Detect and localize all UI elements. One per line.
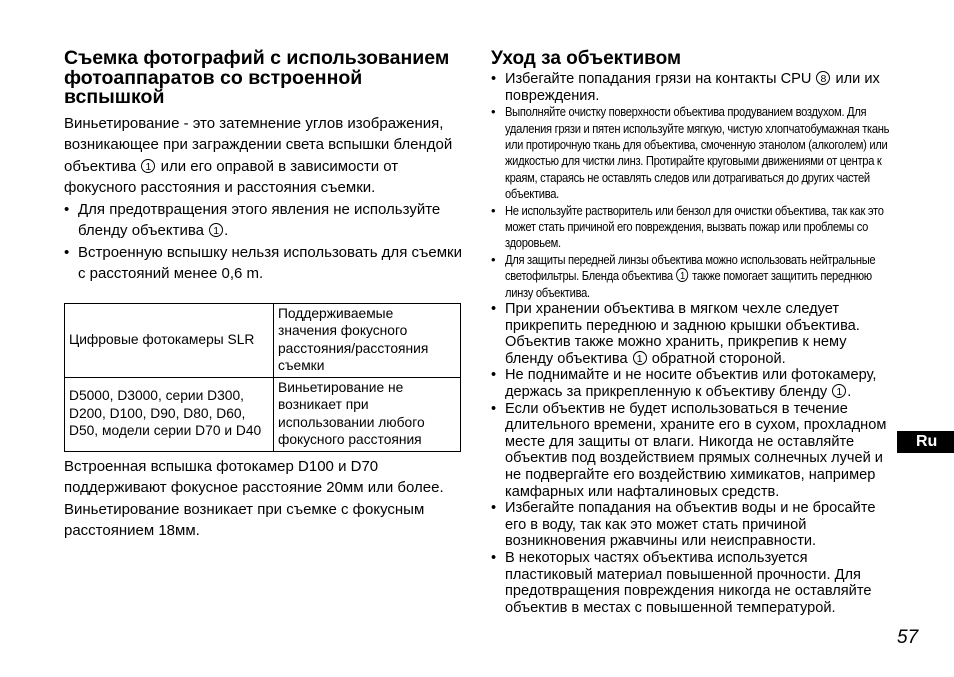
- callout-marker: 1: [832, 384, 846, 398]
- bullet-text-end: или их повреждения.: [505, 71, 880, 104]
- list-item: [491, 104, 891, 202]
- table-row: [65, 377, 461, 451]
- table-cell: Виньетирование не возникает при использовании любого фокусного расстояния: [274, 377, 461, 451]
- table-cell: D5000, D3000, серии D300, D200, D100, D90, D80, D60, D50, модели серии D70 и D40: [65, 377, 274, 451]
- compatibility-table: [64, 303, 461, 452]
- table-header-row: [65, 303, 461, 377]
- bullet-text: Для предотвращения этого явления не используйте бленду объектива: [78, 200, 441, 239]
- table-header-cell: Поддерживаемые значения фокусного расстояния/расстояния съемки: [274, 303, 461, 377]
- bullet-text: Выполняйте очистку поверхности объектива продуванием воздухом. Для удаления грязи и пятен используйте мягкую, чистую хлопчатобумажная ткань или протирочную ткань для объектива, смоченную этанолом (алкоголем) или жидкостью для чистки линз. Протирайте круговыми движениями от центра к краям, стараясь не оставлять следов или дотрагиваться до других частей объектива.: [505, 104, 890, 202]
- table-header-cell: Цифровые фотокамеры SLR: [65, 303, 274, 377]
- intro-text-a: Виньетирование - это затемнение углов изображения, возникающее при заграждении света вспышки блендой объектива: [64, 114, 453, 175]
- bullet-text-end: обратной стороной.: [647, 350, 786, 367]
- intro-text-b: или его оправой в зависимости от фокусного расстояния и расстояния съемки.: [64, 157, 399, 196]
- list-item: [491, 550, 891, 616]
- bullet-text-end: .: [224, 222, 229, 239]
- after-table-note-2: Виньетирование возникает при съемке с фокусным расстоянием 18мм.: [64, 500, 425, 539]
- language-tab: Ru: [897, 431, 954, 453]
- vignetting-intro: [64, 113, 462, 199]
- list-item: [64, 242, 462, 285]
- callout-marker: 1: [676, 268, 688, 282]
- list-item: [491, 500, 891, 550]
- left-column: [64, 49, 462, 542]
- right-column: [491, 49, 891, 616]
- after-table-note-1: Встроенная вспышка фотокамер D100 и D70 поддерживают фокусное расстояние 20мм или более.: [64, 457, 444, 496]
- bullet-text: Для защиты передней линзы объектива можно использовать нейтральные светофильтры. Бленда объектива: [505, 251, 876, 284]
- list-item: [491, 367, 891, 400]
- lens-care-bullet-list: [491, 71, 891, 616]
- flash-bullet-list: [64, 199, 462, 285]
- page-number: 57: [897, 627, 919, 648]
- bullet-text: Не используйте растворитель или бензол для очистки объектива, так как это может стать причиной его повреждения, вызвать пожар или проблемы со здоровьем.: [505, 202, 884, 251]
- bullet-text: Не поднимайте и не носите объектив или фотокамеру, держась за прикрепленную к объективу бленду: [505, 367, 877, 401]
- bullet-text: Если объектив не будет использоваться в течение длительного времени, храните его в сухом, прохладном месте для защиты от влаги. Никогда не оставляйте объектив под воздействием прямых солнечных лучей и не подвергайте его воздействию химикатов, например камфарных или нафталиновых средств.: [505, 400, 887, 500]
- bullet-text-end: также помогает защитить переднюю линзу объектива.: [505, 268, 872, 300]
- list-item: [491, 203, 891, 252]
- bullet-text-end: .: [847, 384, 852, 401]
- bullet-text: Избегайте попадания грязи на контакты CPU: [505, 71, 816, 87]
- list-item: [491, 401, 891, 501]
- list-item: [491, 301, 891, 367]
- callout-marker: 1: [633, 351, 647, 365]
- list-item: [64, 199, 462, 242]
- callout-marker: 8: [816, 71, 830, 85]
- bullet-text: В некоторых частях объектива используется пластиковый материал повышенной прочности. Для предотвращения повреждения никогда не оставляйте объектив в местах с повышенной температурой.: [505, 549, 872, 616]
- bullet-text: При хранении объектива в мягком чехле следует прикрепить переднюю и заднюю крышки объектива. Объектив также можно хранить, прикрепив к нему бленду объектива: [505, 301, 860, 367]
- list-item: [491, 71, 891, 104]
- section-title-lens-care: Уход за объективом: [491, 48, 682, 69]
- callout-marker: 1: [209, 223, 223, 237]
- section-title-flash: Съемка фотографий с использованием фотоаппаратов со встроенной вспышкой: [64, 47, 450, 108]
- list-item: [491, 252, 891, 301]
- bullet-text: Избегайте попадания на объектив воды и не бросайте его в воду, так как это может стать причиной возникновения ржавчины или неисправности.: [505, 500, 876, 550]
- callout-marker: 1: [141, 159, 155, 173]
- bullet-text: Встроенную вспышку нельзя использовать для съемки с расстояний менее 0,6 m.: [78, 243, 462, 282]
